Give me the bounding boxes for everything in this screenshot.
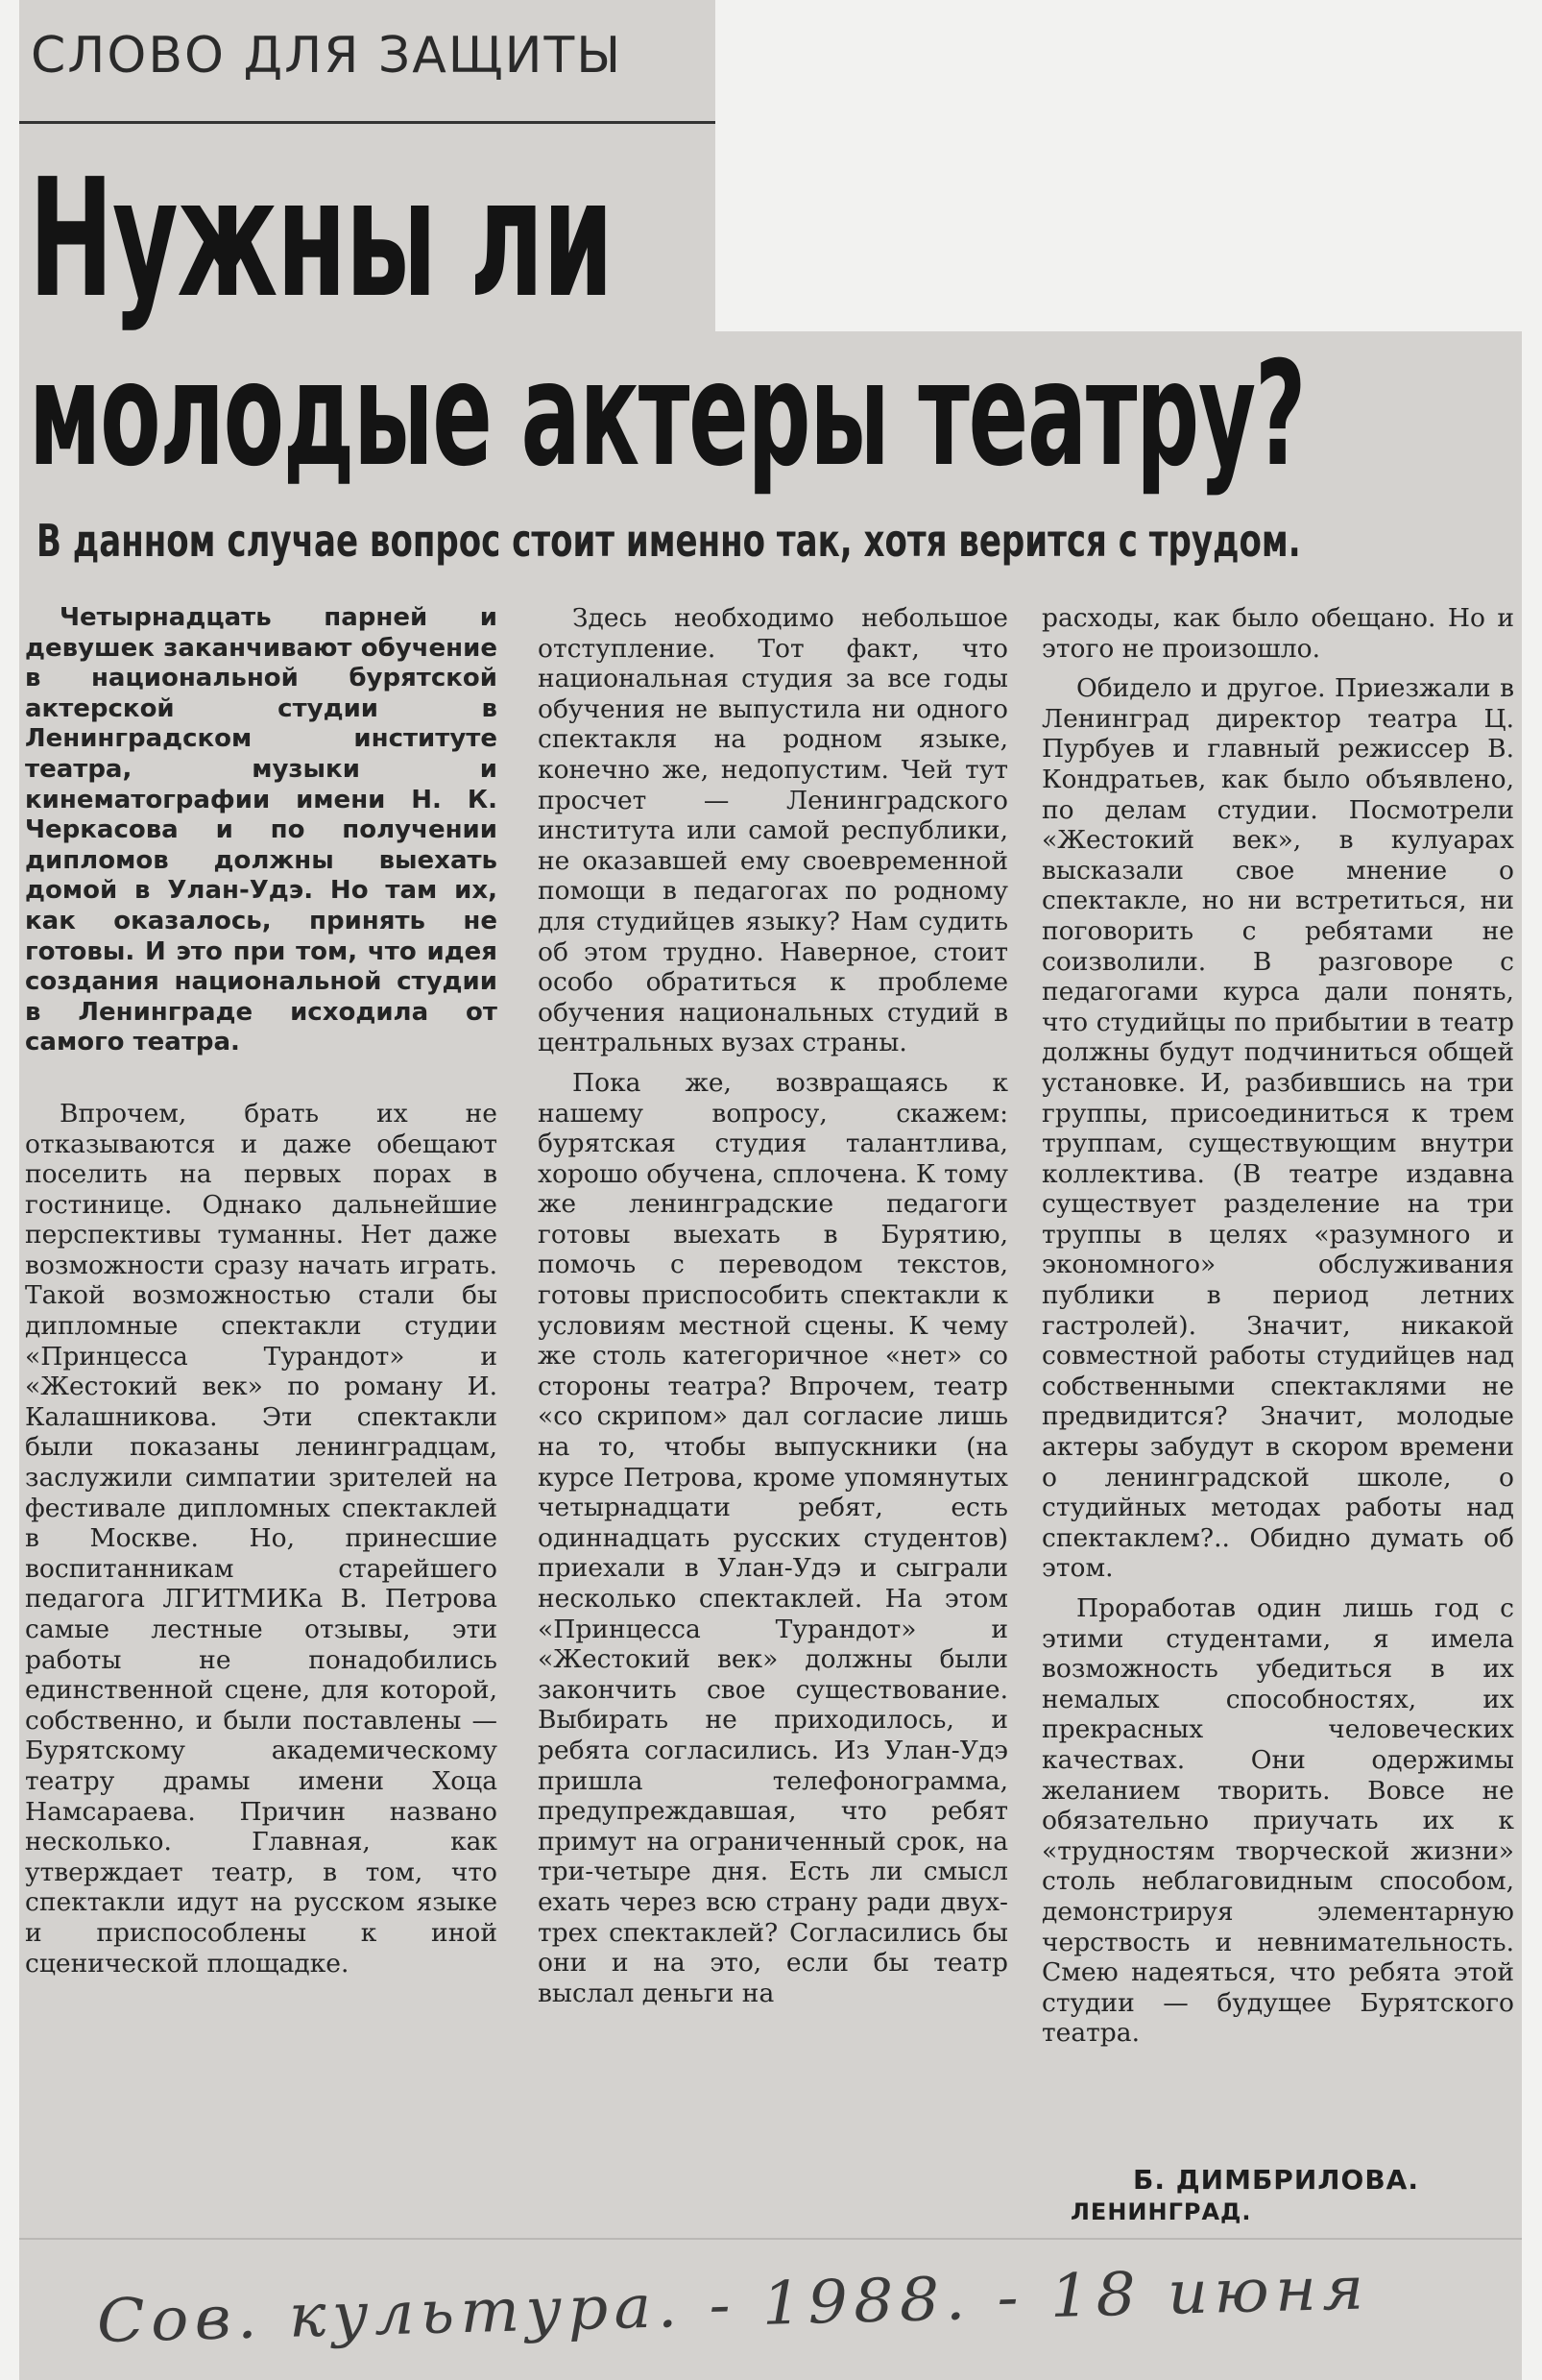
article-paragraph: Обидело и другое. Приезжали в Ленинград директор театра Ц. Пурбуев и главный режиссер В. Кондратьев, как было объявлено, по делам студии. Посмотрели «Жестокий век», в кулуарах высказали свое мнение о спектакле, но ни встретиться, ни поговорить с ребятами не соизволили. В разговоре с педагогами курса дали понять, что студийцы по прибытии в театр должны будут подчиниться общей установке. И, разбившись на три группы, присоединиться к трем труппам, существующим внутри коллектива. (В театре издавна существует разделение на три труппы в целях «разумного и экономного» обслуживания публики в период летних гастролей). Значит, никакой совместной работы студийцев над собственными спектаклями не предвидится? Значит, молодые актеры забудут в скором времени о ленинградской школе, о студийных методах работы над спектаклем?.. Обидно думать об этом. [1042,673,1514,1584]
lead-subtitle: В данном случае вопрос стоит именно так, хотя верится с трудом. [36,515,1301,567]
headline-line-1: Нужны ли [29,144,613,334]
article-paragraph: Проработав один лишь год с этими студентами, я имела возможность убедиться в их немалых способностях, их прекрасных человеческих качествах. Они одержимы желанием творить. Вовсе не обязательно приучать их к «трудностям творческой жизни» столь неблаговидным способом, демонстрируя элементарную черствость и невнимательность. Смею надеяться, что ребята этой студии — будущее Бурятского театра. [1042,1593,1514,2049]
handwritten-source-note: Сов. культура. - 1988. - 18 июня [96,2252,1371,2356]
article-column-3 [1042,603,1514,2049]
paper-fold [19,2238,1522,2240]
section-rubric: СЛОВО ДЛЯ ЗАЩИТЫ [31,27,623,85]
author-signature: Б. ДИМБРИЛОВА. [1133,2164,1419,2196]
article-paragraph: Здесь необходимо небольшое отступление. Тот факт, что национальная студия за все годы обучения не выпустила ни одного спектакля на родном языке, конечно же, недопустим. Чей тут просчет — Ленинградского института или самой республики, не оказавшей ему своевременной помощи в педагогах по родному для студийцев языку? Нам судить об этом трудно. Наверное, стоит особо обратиться к проблеме обучения национальных студий в центральных вузах страны. [538,603,1008,1058]
article-paragraph: Пока же, возвращаясь к нашему вопросу, скажем: бурятская студия талантлива, хорошо обучена, сплочена. К тому же ленинградские педагоги готовы выехать в Бурятию, помочь с переводом текстов, готовы приспособить спектакли к условиям местной сцены. К чему же столь категоричное «нет» со стороны театра? Впрочем, театр «со скрипом» дал согласие лишь на то, чтобы выпускники (на курсе Петрова, кроме упомянутых четырнадцати ребят, есть одиннадцать русских студентов) приехали в Улан-Удэ и сыграли несколько спектаклей. На этом «Принцесса Турандот» и «Жестокий век» должны были закончить свое существование. Выбирать не приходилось, и ребята согласились. Из Улан-Удэ пришла телефонограмма, предупреждавшая, что ребят примут на ограниченный срок, на три-четыре дня. Есть ли смысл ехать через всю страну ради двух-трех спектаклей? Согласились бы они и на это, если бы театр выслал деньги на [538,1067,1008,2008]
article-paragraph-continued: расходы, как было обещано. Но и этого не произошло. [1042,603,1514,664]
rubric-divider [19,121,715,124]
author-city: ЛЕНИНГРАД. [1071,2198,1252,2225]
clipping-cutout [715,0,1542,331]
article-column-1 [25,603,497,1979]
headline-line-2: молодые актеры театру? [29,331,1306,498]
article-column-2 [538,603,1008,2008]
article-intro: Четырнадцать парней и девушек заканчивают обучение в национальной бурятской актерской студии в Ленинградском институте театра, музыки и кинематографии имени Н. К. Черкасова и по получении дипломов должны выехать домой в Улан-Удэ. Но там их, как оказалось, принять не готовы. И это при том, что идея создания национальной студии в Ленинграде исходила от самого театра. [25,603,497,1057]
article-paragraph: Впрочем, брать их не отказываются и даже обещают поселить на первых порах в гостинице. Однако дальнейшие перспективы туманны. Нет даже возможности сразу начать играть. Такой возможностью стали бы дипломные спектакли студии «Принцесса Турандот» и «Жестокий век» по роману И. Калашникова. Эти спектакли были показаны ленинградцам, заслужили симпатии зрителей на фестивале дипломных спектаклей в Москве. Но, принесшие воспитанникам старейшего педагога ЛГИТМИКа В. Петрова самые лестные отзывы, эти работы не понадобились единственной сцене, для которой, собственно, и были поставлены — Бурятскому академическому театру драмы имени Хоца Намсараева. Причин названо несколько. Главная, как утверждает театр, в том, что спектакли идут на русском языке и приспособлены к иной сценической площадке. [25,1098,497,1979]
